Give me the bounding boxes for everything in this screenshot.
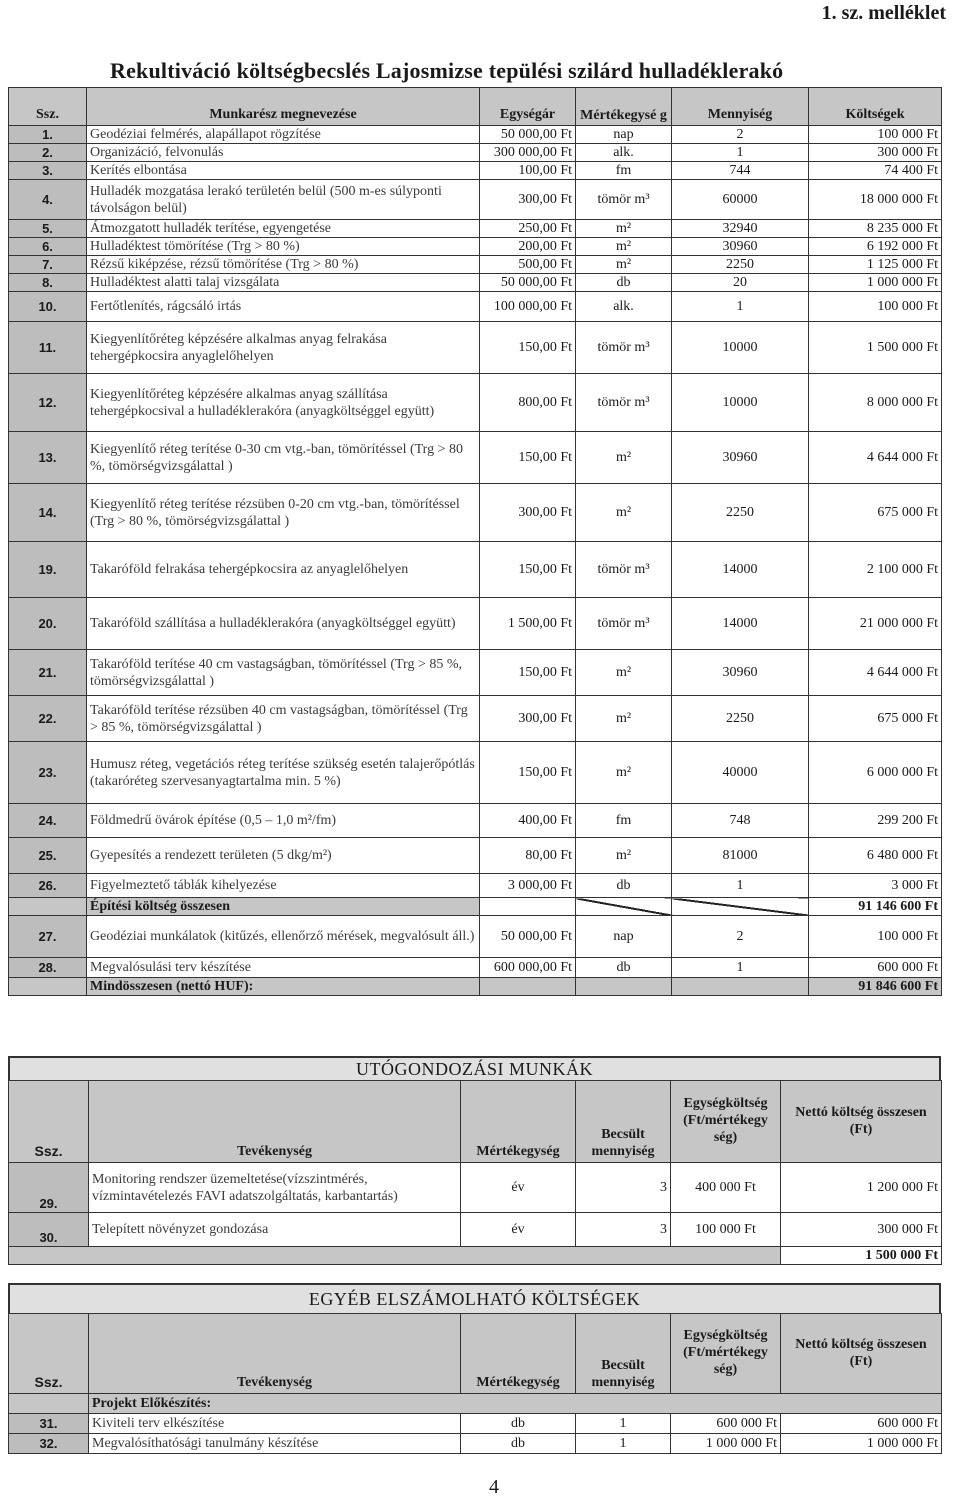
row-description: Takaróföld szállítása a hulladéklerakóra (anyagköltséggel együtt) — [87, 598, 480, 650]
table-row — [9, 238, 942, 256]
row-quantity: 3 — [576, 1163, 671, 1213]
row-quantity: 14000 — [672, 598, 809, 650]
row-unit-price: 80,00 Ft — [480, 838, 576, 874]
row-cost: 1 000 000 Ft — [809, 274, 942, 292]
header-unit: Mértékegysé g — [576, 88, 672, 126]
row-number: 3. — [9, 162, 87, 180]
aftercare-header-no: Ssz. — [9, 1081, 89, 1163]
row-quantity: 1 — [672, 144, 809, 162]
row-unit-price: 150,00 Ft — [480, 322, 576, 374]
table-row — [9, 542, 942, 598]
row-number: 21. — [9, 650, 87, 696]
row-quantity: 60000 — [672, 180, 809, 220]
subtotal-spacer — [9, 898, 87, 916]
grand-total-value: 91 846 600 Ft — [809, 978, 942, 996]
annex-label: 1. sz. melléklet — [821, 2, 946, 24]
row-description: Földmedrű övárok építése (0,5 – 1,0 m²/fm) — [87, 804, 480, 838]
row-number: 29. — [9, 1163, 89, 1213]
other-costs-table — [8, 1313, 942, 1454]
row-cost: 21 000 000 Ft — [809, 598, 942, 650]
row-cost: 675 000 Ft — [809, 484, 942, 542]
row-quantity: 30960 — [672, 432, 809, 484]
row-cost: 6 000 000 Ft — [809, 742, 942, 804]
row-quantity: 2250 — [672, 696, 809, 742]
row-number: 11. — [9, 322, 87, 374]
row-description: Kiegyenlítőréteg képzésére alkalmas anyag felrakása tehergépkocsira anyaglelőhelyen — [87, 322, 480, 374]
total-spacer — [9, 978, 87, 996]
row-number: 27. — [9, 916, 87, 958]
row-quantity: 30960 — [672, 650, 809, 696]
table-row — [9, 1213, 942, 1247]
table-row — [9, 256, 942, 274]
row-unit-price: 500,00 Ft — [480, 256, 576, 274]
row-unit: alk. — [576, 144, 672, 162]
row-unit: nap — [576, 916, 672, 958]
aftercare-total-row — [9, 1247, 942, 1265]
page-title: Rekultiváció költségbecslés Lajosmizse tepülési szilárd hulladéklerakó — [110, 58, 784, 83]
table-row — [9, 696, 942, 742]
row-quantity: 3 — [576, 1213, 671, 1247]
row-number: 1. — [9, 126, 87, 144]
table-row — [9, 916, 942, 958]
row-unit-price: 300,00 Ft — [480, 484, 576, 542]
table-row — [9, 322, 942, 374]
table-row — [9, 1434, 942, 1454]
table-row — [9, 1414, 942, 1434]
row-unit-cost: 1 000 000 Ft — [671, 1434, 781, 1454]
row-unit: m² — [576, 238, 672, 256]
grand-total-row — [9, 978, 942, 996]
aftercare-table — [8, 1080, 942, 1265]
row-quantity: 2 — [672, 916, 809, 958]
row-cost: 1 125 000 Ft — [809, 256, 942, 274]
subtotal-blank — [480, 898, 576, 916]
subtotal-slash — [576, 898, 672, 916]
subtotal-value: 91 146 600 Ft — [809, 898, 942, 916]
header-quantity: Mennyiség — [672, 88, 809, 126]
row-cost: 675 000 Ft — [809, 696, 942, 742]
row-unit-price: 200,00 Ft — [480, 238, 576, 256]
table-row — [9, 1163, 942, 1213]
row-unit: tömör m³ — [576, 542, 672, 598]
row-cost: 8 235 000 Ft — [809, 220, 942, 238]
row-activity: Monitoring rendszer üzemeltetése(vízszintmérés, vízmintavételezés FAVI adatszolgáltatás, karbantartás) — [89, 1163, 461, 1213]
row-unit: év — [461, 1163, 576, 1213]
row-unit: tömör m³ — [576, 180, 672, 220]
row-quantity: 2250 — [672, 256, 809, 274]
page-number: 4 — [489, 1476, 499, 1498]
row-quantity: 1 — [576, 1434, 671, 1454]
row-unit-price: 150,00 Ft — [480, 542, 576, 598]
row-unit: m² — [576, 838, 672, 874]
table-row — [9, 220, 942, 238]
aftercare-total-value: 1 500 000 Ft — [781, 1247, 942, 1265]
row-quantity: 1 — [672, 874, 809, 898]
header-name: Munkarész megnevezése — [87, 88, 480, 126]
row-unit: m² — [576, 742, 672, 804]
row-quantity: 10000 — [672, 322, 809, 374]
row-unit-price: 150,00 Ft — [480, 650, 576, 696]
row-number: 6. — [9, 238, 87, 256]
aftercare-header-activity: Tevékenység — [89, 1081, 461, 1163]
row-description: Humusz réteg, vegetációs réteg terítése szükség esetén talajerőpótlás (takaróréteg szervesanyagtartalma min. 5 %) — [87, 742, 480, 804]
aftercare-header-qty: Becsült mennyiség — [576, 1081, 671, 1163]
row-activity: Kiviteli terv elkészítése — [89, 1414, 461, 1434]
table-row — [9, 292, 942, 322]
row-unit: m² — [576, 432, 672, 484]
row-unit-price: 300,00 Ft — [480, 696, 576, 742]
row-cost: 100 000 Ft — [809, 126, 942, 144]
row-unit-cost: 600 000 Ft — [671, 1414, 781, 1434]
aftercare-title: UTÓGONDOZÁSI MUNKÁK — [8, 1056, 941, 1082]
row-description: Kiegyenlítőréteg képzésére alkalmas anyag szállítása tehergépkocsival a hulladéklerakóra (anyagköltséggel együtt) — [87, 374, 480, 432]
row-number: 14. — [9, 484, 87, 542]
row-unit-price: 800,00 Ft — [480, 374, 576, 432]
table-row — [9, 874, 942, 898]
row-unit: m² — [576, 696, 672, 742]
row-quantity: 10000 — [672, 374, 809, 432]
cost-estimate-table — [8, 87, 942, 996]
aftercare-header-unit: Mértékegység — [461, 1081, 576, 1163]
subtotal-row — [9, 898, 942, 916]
row-number: 10. — [9, 292, 87, 322]
row-unit: év — [461, 1213, 576, 1247]
row-unit: m² — [576, 256, 672, 274]
row-quantity: 744 — [672, 162, 809, 180]
row-quantity: 14000 — [672, 542, 809, 598]
row-cost: 3 000 Ft — [809, 874, 942, 898]
row-unit-price: 50 000,00 Ft — [480, 126, 576, 144]
row-unit: tömör m³ — [576, 598, 672, 650]
row-unit-price: 300 000,00 Ft — [480, 144, 576, 162]
row-description: Geodéziai felmérés, alapállapot rögzítése — [87, 126, 480, 144]
row-unit-price: 50 000,00 Ft — [480, 916, 576, 958]
row-cost: 100 000 Ft — [809, 292, 942, 322]
row-number: 19. — [9, 542, 87, 598]
row-description: Kerítés elbontása — [87, 162, 480, 180]
row-number: 13. — [9, 432, 87, 484]
row-description: Takaróföld terítése rézsüben 40 cm vastagságban, tömörítéssel (Trg > 85 %, tömörségvizsgálattal ) — [87, 696, 480, 742]
row-number: 23. — [9, 742, 87, 804]
row-activity: Telepített növényzet gondozása — [89, 1213, 461, 1247]
row-description: Átmozgatott hulladék terítése, egyengetése — [87, 220, 480, 238]
row-cost: 6 480 000 Ft — [809, 838, 942, 874]
row-number: 7. — [9, 256, 87, 274]
row-unit: db — [576, 874, 672, 898]
row-quantity: 20 — [672, 274, 809, 292]
aftercare-total-spacer — [9, 1247, 781, 1265]
table-row — [9, 274, 942, 292]
row-unit-price: 1 500,00 Ft — [480, 598, 576, 650]
row-unit: fm — [576, 162, 672, 180]
row-cost: 1 500 000 Ft — [809, 322, 942, 374]
other-header-unit: Mértékegység — [461, 1314, 576, 1394]
row-number: 20. — [9, 598, 87, 650]
row-description: Megvalósulási terv készítése — [87, 958, 480, 978]
row-description: Organizáció, felvonulás — [87, 144, 480, 162]
row-unit: db — [461, 1434, 576, 1454]
table-row — [9, 650, 942, 696]
row-cost: 4 644 000 Ft — [809, 432, 942, 484]
table-row — [9, 598, 942, 650]
row-unit-price: 250,00 Ft — [480, 220, 576, 238]
table-row — [9, 180, 942, 220]
table-row — [9, 374, 942, 432]
row-unit: fm — [576, 804, 672, 838]
row-unit: tömör m³ — [576, 374, 672, 432]
total-blank — [480, 978, 576, 996]
row-quantity: 30960 — [672, 238, 809, 256]
row-activity: Megvalósíthatósági tanulmány készítése — [89, 1434, 461, 1454]
row-quantity: 1 — [576, 1414, 671, 1434]
row-number: 25. — [9, 838, 87, 874]
row-description: Fertőtlenítés, rágcsáló irtás — [87, 292, 480, 322]
row-unit: m² — [576, 484, 672, 542]
row-number: 24. — [9, 804, 87, 838]
row-unit-price: 100 000,00 Ft — [480, 292, 576, 322]
header-unit-price: Egységár — [480, 88, 576, 126]
row-unit: tömör m³ — [576, 322, 672, 374]
row-number: 8. — [9, 274, 87, 292]
row-unit: alk. — [576, 292, 672, 322]
row-unit-price: 150,00 Ft — [480, 432, 576, 484]
row-description: Figyelmeztető táblák kihelyezése — [87, 874, 480, 898]
aftercare-header-total: Nettó költség összesen (Ft) — [781, 1081, 942, 1163]
header-cost: Költségek — [809, 88, 942, 126]
table-row — [9, 432, 942, 484]
row-number: 31. — [9, 1414, 89, 1434]
row-unit: nap — [576, 126, 672, 144]
other-header-unit-cost: Egységköltség (Ft/mértékegy ség) — [671, 1314, 781, 1394]
row-description: Takaróföld terítése 40 cm vastagságban, tömörítéssel (Trg > 85 %, tömörségvizsgálattal ) — [87, 650, 480, 696]
row-number: 30. — [9, 1213, 89, 1247]
other-header-activity: Tevékenység — [89, 1314, 461, 1394]
subtotal-label: Építési költség összesen — [87, 898, 480, 916]
row-cost: 300 000 Ft — [809, 144, 942, 162]
row-number: 12. — [9, 374, 87, 432]
row-description: Kiegyenlítő réteg terítése rézsüben 0-20 cm vtg.-ban, tömörítéssel (Trg > 80 %, tömörségvizsgálattal ) — [87, 484, 480, 542]
other-costs-title: EGYÉB ELSZÁMOLHATÓ KÖLTSÉGEK — [8, 1283, 941, 1315]
row-quantity: 40000 — [672, 742, 809, 804]
row-number: 4. — [9, 180, 87, 220]
project-prep-label: Projekt Előkészítés: — [89, 1394, 942, 1414]
row-cost: 600 000 Ft — [809, 958, 942, 978]
row-cost: 74 400 Ft — [809, 162, 942, 180]
row-description: Hulladéktest alatti talaj vizsgálata — [87, 274, 480, 292]
row-cost: 8 000 000 Ft — [809, 374, 942, 432]
section-spacer — [9, 1394, 89, 1414]
table-row — [9, 144, 942, 162]
row-description: Rézsű kiképzése, rézsű tömörítése (Trg > 80 %) — [87, 256, 480, 274]
row-cost: 18 000 000 Ft — [809, 180, 942, 220]
row-number: 32. — [9, 1434, 89, 1454]
row-cost: 6 192 000 Ft — [809, 238, 942, 256]
row-description: Hulladék mozgatása lerakó területén belül (500 m-es súlyponti távolságon belül) — [87, 180, 480, 220]
row-description: Gyepesítés a rendezett területen (5 dkg/m²) — [87, 838, 480, 874]
table-row — [9, 804, 942, 838]
other-header-qty: Becsült mennyiség — [576, 1314, 671, 1394]
row-description: Hulladéktest tömörítése (Trg > 80 %) — [87, 238, 480, 256]
table-row — [9, 838, 942, 874]
row-unit-cost: 400 000 Ft — [671, 1163, 781, 1213]
row-quantity: 1 — [672, 958, 809, 978]
row-quantity: 2 — [672, 126, 809, 144]
row-unit: db — [461, 1414, 576, 1434]
row-quantity: 32940 — [672, 220, 809, 238]
row-number: 28. — [9, 958, 87, 978]
row-total: 300 000 Ft — [781, 1213, 942, 1247]
row-quantity: 2250 — [672, 484, 809, 542]
row-description: Kiegyenlítő réteg terítése 0-30 cm vtg.-ban, tömörítéssel (Trg > 80 %, tömörségvizsgálattal ) — [87, 432, 480, 484]
row-total: 1 000 000 Ft — [781, 1434, 942, 1454]
row-unit: m² — [576, 220, 672, 238]
total-blank — [576, 978, 672, 996]
total-blank — [672, 978, 809, 996]
row-unit-price: 300,00 Ft — [480, 180, 576, 220]
row-cost: 4 644 000 Ft — [809, 650, 942, 696]
table-row — [9, 958, 942, 978]
header-no: Ssz. — [9, 88, 87, 126]
table-row — [9, 162, 942, 180]
row-number: 2. — [9, 144, 87, 162]
row-unit: db — [576, 958, 672, 978]
row-unit-price: 600 000,00 Ft — [480, 958, 576, 978]
row-total: 1 200 000 Ft — [781, 1163, 942, 1213]
table-row — [9, 126, 942, 144]
grand-total-label: Mindösszesen (nettó HUF): — [87, 978, 480, 996]
row-unit-cost: 100 000 Ft — [671, 1213, 781, 1247]
row-unit-price: 50 000,00 Ft — [480, 274, 576, 292]
row-number: 26. — [9, 874, 87, 898]
table-row — [9, 484, 942, 542]
other-header-no: Ssz. — [9, 1314, 89, 1394]
row-total: 600 000 Ft — [781, 1414, 942, 1434]
row-cost: 2 100 000 Ft — [809, 542, 942, 598]
row-description: Geodéziai munkálatok (kitűzés, ellenőrző mérések, megvalósult áll.) — [87, 916, 480, 958]
subtotal-slash — [672, 898, 809, 916]
row-unit-price: 400,00 Ft — [480, 804, 576, 838]
row-quantity: 1 — [672, 292, 809, 322]
row-quantity: 748 — [672, 804, 809, 838]
row-cost: 299 200 Ft — [809, 804, 942, 838]
row-description: Takaróföld felrakása tehergépkocsira az anyaglelőhelyen — [87, 542, 480, 598]
other-header-total: Nettó költség összesen (Ft) — [781, 1314, 942, 1394]
table-row — [9, 742, 942, 804]
row-unit: db — [576, 274, 672, 292]
row-unit-price: 150,00 Ft — [480, 742, 576, 804]
aftercare-header-unit-cost: Egységköltség (Ft/mértékegy ség) — [671, 1081, 781, 1163]
row-unit: m² — [576, 650, 672, 696]
row-unit-price: 3 000,00 Ft — [480, 874, 576, 898]
row-cost: 100 000 Ft — [809, 916, 942, 958]
row-unit-price: 100,00 Ft — [480, 162, 576, 180]
row-number: 22. — [9, 696, 87, 742]
row-number: 5. — [9, 220, 87, 238]
row-quantity: 81000 — [672, 838, 809, 874]
